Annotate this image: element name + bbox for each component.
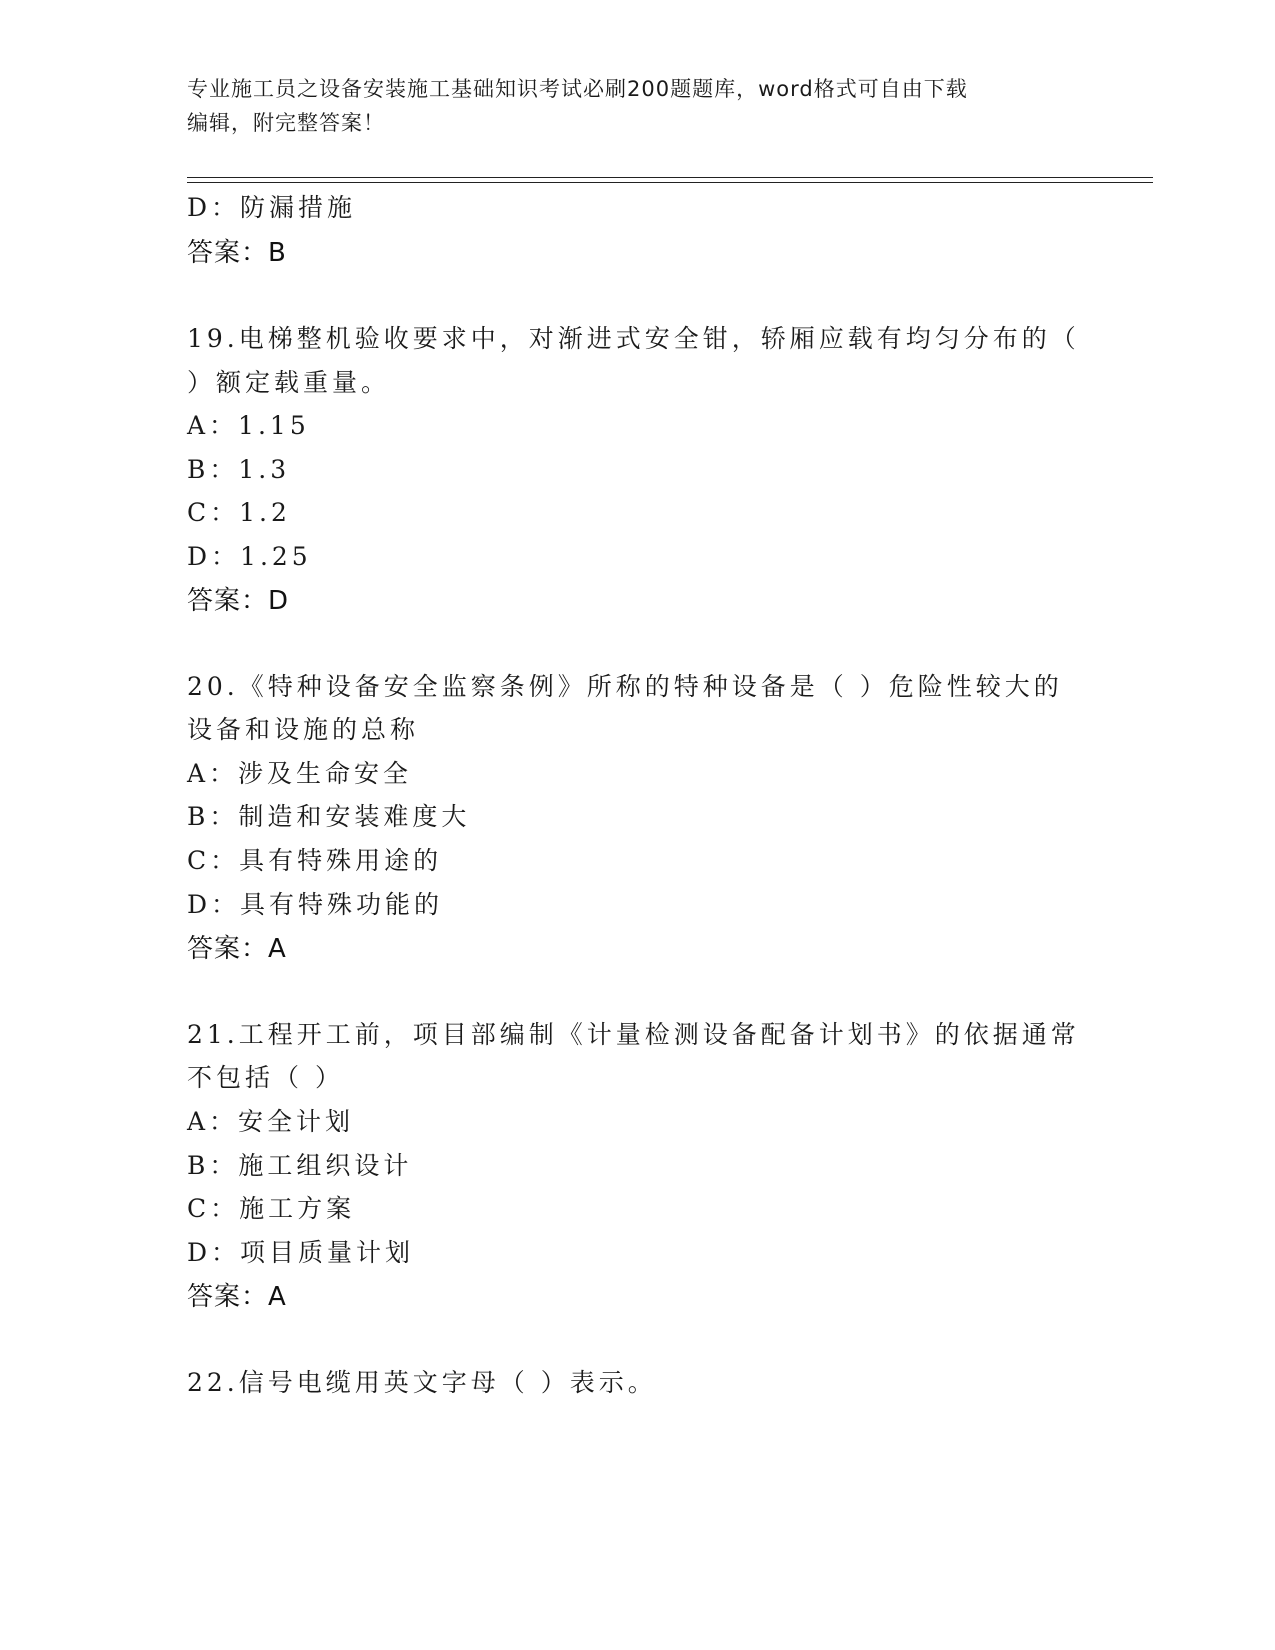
q20-answer: 答案：A [187,934,287,964]
q19-option-a: A：1.15 [187,411,310,440]
header-divider-top [187,177,1153,178]
q21-option-b: B：施工组织设计 [187,1151,413,1180]
q21-option-a: A：安全计划 [187,1107,355,1136]
q19-stem-line-1: 19.电梯整机验收要求中，对渐进式安全钳，轿厢应载有均匀分布的（ [187,324,1080,353]
q21-stem-line-1: 21.工程开工前，项目部编制《计量检测设备配备计划书》的依据通常 [187,1020,1080,1049]
q19-option-b: B：1.3 [187,455,291,484]
prev-option-d: D：防漏措施 [187,193,357,222]
q20-option-a: A：涉及生命安全 [187,759,413,788]
q20-stem-line-2: 设备和设施的总称 [187,715,420,744]
prev-answer: 答案：B [187,238,287,268]
q20-stem-line-1: 20.《特种设备安全监察条例》所称的特种设备是（ ）危险性较大的 [187,672,1063,701]
q20-option-d: D：具有特殊功能的 [187,890,444,919]
q22-stem-line-1: 22.信号电缆用英文字母（ ）表示。 [187,1368,657,1397]
q21-option-c: C：施工方案 [187,1194,356,1223]
q19-option-c: C：1.2 [187,498,291,527]
header-divider-bottom [187,182,1153,183]
q20-option-c: C：具有特殊用途的 [187,846,443,875]
q21-answer: 答案：A [187,1282,287,1312]
q19-stem-line-2: ）额定载重量。 [187,368,391,397]
header-line-2: 编辑，附完整答案！ [187,111,385,135]
q19-option-d: D：1.25 [187,542,312,571]
q21-stem-line-2: 不包括（ ） [187,1063,344,1092]
q21-option-d: D：项目质量计划 [187,1238,415,1267]
q20-option-b: B：制造和安装难度大 [187,802,471,831]
q19-answer: 答案：D [187,586,290,616]
document-header [187,72,1067,140]
header-line-1: 专业施工员之设备安装施工基础知识考试必刷200题题库，word格式可自由下载 [187,77,968,101]
